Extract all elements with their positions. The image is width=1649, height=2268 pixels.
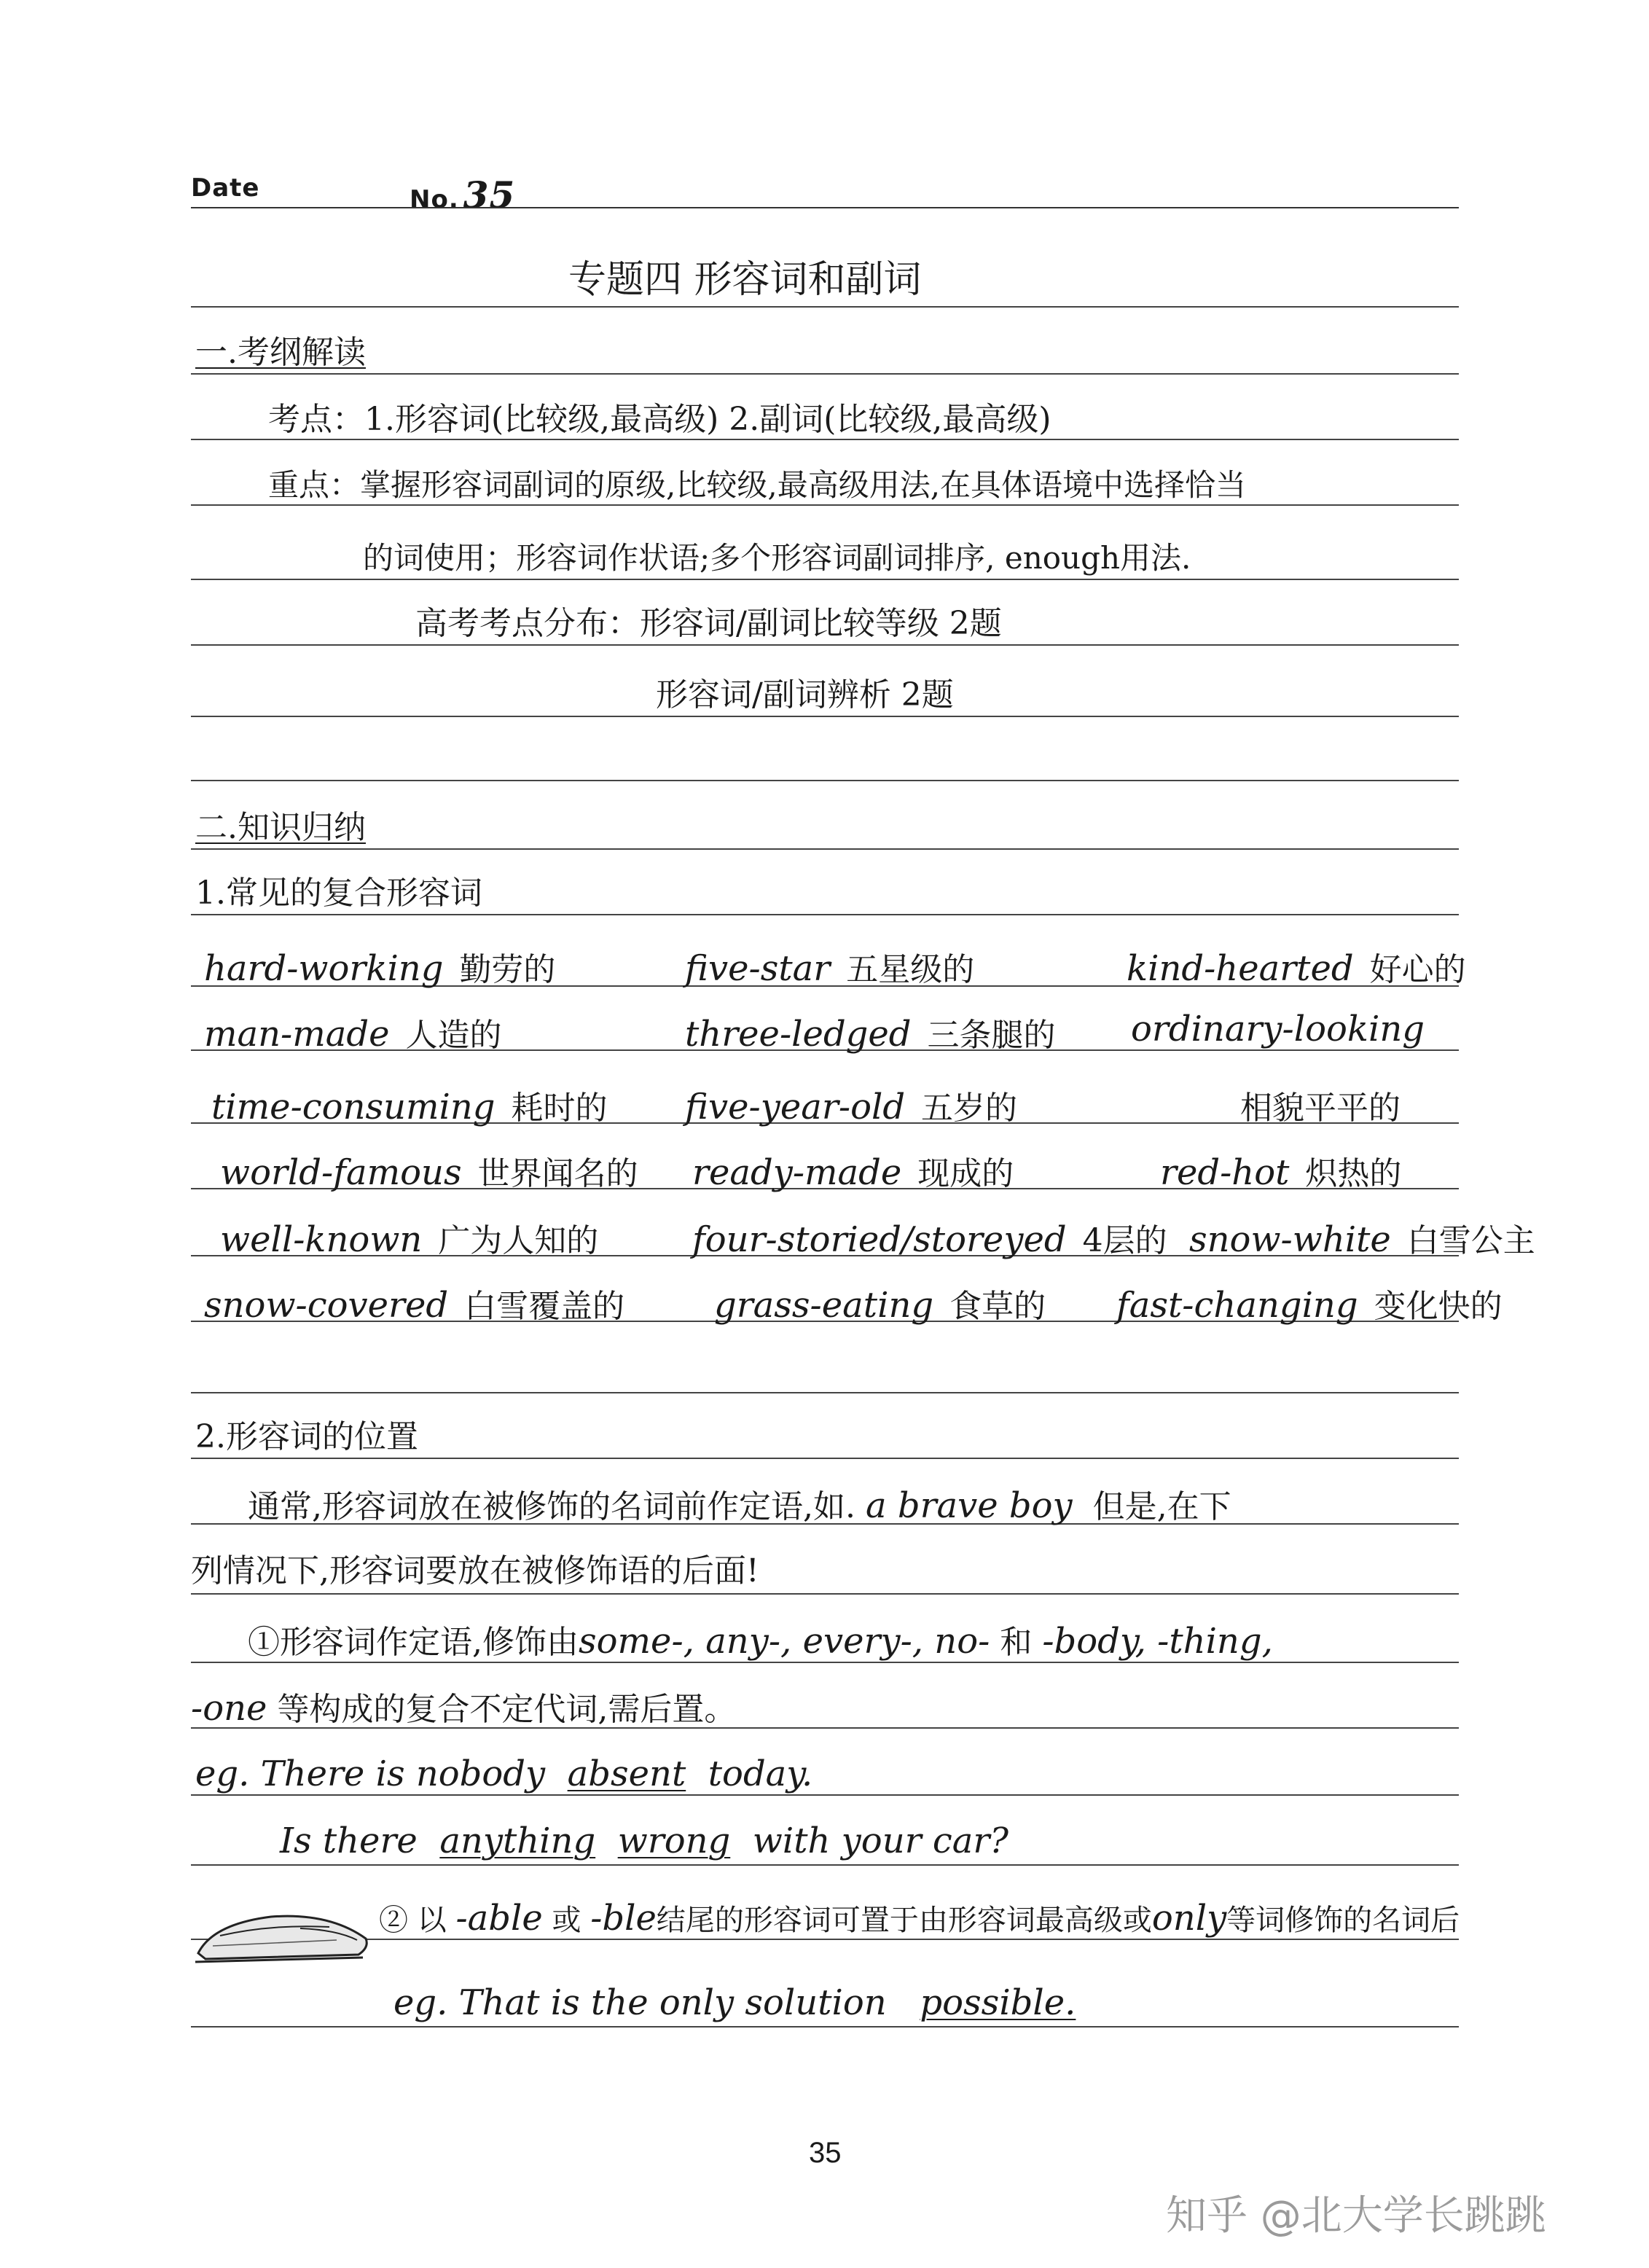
ruled-line (191, 306, 1459, 308)
vocab-english: man-made (204, 1014, 390, 1055)
ruled-line (191, 780, 1459, 781)
exam-points: 考点：1.形容词(比较级,最高级) 2.副词(比较级,最高级) (268, 401, 1051, 438)
vocab-item (220, 1214, 598, 1261)
vocab-english: grass-eating (714, 1285, 934, 1326)
example-sentence-1 (195, 1755, 812, 1793)
vocab-item (1160, 1147, 1401, 1194)
vocab-chinese: 变化快的 (1374, 1288, 1503, 1325)
rule-suffixes: -body, -thing, (1042, 1621, 1273, 1662)
vocab-english: kind-hearted (1127, 948, 1354, 989)
vocab-chinese: 世界闻名的 (477, 1155, 638, 1192)
vocab-english: world-famous (220, 1152, 462, 1193)
paragraph-line-1 (248, 1487, 1231, 1526)
paragraph-text: 通常,形容词放在被修饰的名词前作定语,如. (248, 1488, 855, 1525)
exam-distribution-line-1: 高考考点分布：形容词/副词比较等级 2题 (415, 605, 1002, 642)
vocab-chinese: 勤劳的 (459, 951, 556, 988)
rule-text: ② 以 (379, 1904, 447, 1937)
watermark: 知乎 @北大学长跳跳 (1166, 2192, 1546, 2240)
rule-prefixes: some-, any-, every-, no- (579, 1621, 990, 1662)
vocab-english: time-consuming (211, 1087, 496, 1127)
ruled-line (191, 2026, 1459, 2027)
vocab-english: snow-white (1189, 1219, 1391, 1260)
ruled-line (191, 848, 1459, 850)
subsection-compound-adjectives: 1.常见的复合形容词 (195, 875, 482, 912)
rule-word-only: only (1151, 1898, 1227, 1939)
rule-text: 结尾的形容词可置于由形容词最高级或 (656, 1904, 1152, 1937)
vocab-item (1127, 943, 1466, 990)
vocab-chinese: 广为人知的 (438, 1222, 599, 1259)
vocab-english: red-hot (1160, 1152, 1290, 1193)
vocab-chinese: 炽热的 (1305, 1155, 1402, 1192)
ruled-line (191, 504, 1459, 506)
vocab-english: fast-changing (1116, 1285, 1358, 1326)
rule-text: 或 (552, 1904, 581, 1937)
rule-1-line-1 (248, 1622, 1273, 1662)
rule-2 (379, 1899, 1460, 1939)
example-highlight: wrong (617, 1821, 731, 1861)
section-heading-exam-outline: 一.考纲解读 (195, 334, 366, 371)
vocab-english: five-star (685, 948, 831, 989)
vocab-english: ready-made (692, 1152, 902, 1193)
vocab-english: five-year-old (685, 1087, 906, 1127)
paragraph-line-2: 列情况下,形容词要放在被修饰语的后面! (191, 1552, 759, 1589)
vocab-item (204, 943, 555, 990)
vocab-item (1116, 1280, 1503, 1326)
vocab-chinese: 五星级的 (846, 951, 975, 988)
example-text: with your car? (752, 1821, 1008, 1861)
vocab-chinese: 人造的 (405, 1017, 502, 1054)
vocab-chinese: 现成的 (917, 1155, 1014, 1192)
ruled-line (191, 579, 1459, 580)
key-points-line-1: 重点：掌握形容词副词的原级,比较级,最高级用法,在具体语境中选择恰当 (268, 467, 1247, 503)
vocab-item (692, 1214, 1167, 1261)
vocab-row (191, 1082, 1459, 1125)
ruled-line (191, 914, 1459, 915)
vocab-english: hard-working (204, 948, 444, 989)
ruled-line (191, 373, 1459, 375)
number-value: 35 (463, 173, 516, 216)
ruled-line (191, 716, 1459, 717)
page-number: 35 (809, 2137, 842, 2169)
vocab-chinese: 好心的 (1369, 951, 1466, 988)
ruled-line (191, 1458, 1459, 1459)
ruled-line (191, 644, 1459, 646)
vocab-chinese: 4层的 (1082, 1222, 1167, 1259)
example-sentence-3 (393, 1984, 1076, 2022)
vocab-item (692, 1147, 1014, 1194)
vocab-chinese: 五岁的 (921, 1090, 1018, 1127)
train-illustration (191, 1895, 373, 1975)
paragraph-text: 但是,在下 (1092, 1488, 1231, 1525)
example-text: Is there (280, 1821, 418, 1861)
vocab-english: snow-covered (204, 1285, 449, 1326)
number-field (410, 173, 515, 216)
exam-distribution-line-2: 形容词/副词辨析 2题 (656, 676, 954, 713)
ruled-line (191, 1864, 1459, 1866)
vocab-item (685, 943, 974, 990)
example-highlight: anything (439, 1821, 596, 1861)
number-label: No. (410, 185, 459, 214)
vocab-chinese: 相貌平平的 (1240, 1090, 1401, 1127)
vocab-english: three-ledged (685, 1014, 912, 1055)
rule-text: 等词修饰的名词后 (1226, 1904, 1460, 1937)
rule-suffix: -ble (590, 1898, 657, 1939)
vocab-row (191, 1009, 1459, 1055)
vocab-item (211, 1082, 608, 1128)
vocab-item (204, 1009, 502, 1055)
subsection-adjective-position: 2.形容词的位置 (195, 1418, 418, 1455)
vocab-english: well-known (220, 1219, 423, 1260)
header-divider (191, 207, 1459, 208)
rule-suffix: -able (455, 1898, 543, 1939)
vocab-item (685, 1009, 1056, 1055)
rule-text: 和 (1000, 1624, 1033, 1661)
vocab-item (1131, 1009, 1441, 1049)
example-highlight: possible. (920, 1982, 1076, 2023)
rule-suffix-one: -one (191, 1688, 267, 1729)
example-text: eg. There is nobody (195, 1753, 546, 1794)
vocab-item (1224, 1082, 1401, 1128)
vocab-row (191, 1147, 1459, 1191)
key-points-line-2: 的词使用；形容词作状语;多个形容词副词排序, enough用法. (363, 540, 1191, 576)
vocab-row (191, 1280, 1503, 1326)
vocab-item (204, 1280, 624, 1326)
vocab-item (714, 1280, 1046, 1326)
vocab-chinese: 三条腿的 (927, 1017, 1056, 1054)
vocab-item (685, 1082, 1017, 1128)
ruled-line (191, 1794, 1459, 1796)
date-label: Date (191, 173, 260, 203)
section-heading-knowledge-summary: 二.知识归纳 (195, 809, 366, 846)
rule-text: 等构成的复合不定代词,需后置。 (277, 1691, 737, 1728)
vocab-row (191, 943, 1466, 989)
vocab-chinese: 耗时的 (511, 1090, 608, 1127)
vocab-row (191, 1214, 1535, 1260)
vocab-item (220, 1147, 638, 1194)
vocab-english: ordinary-looking (1131, 1009, 1425, 1049)
example-highlight: absent (567, 1753, 686, 1794)
rule-text: ①形容词作定语,修饰由 (248, 1624, 579, 1661)
example-text: today. (708, 1753, 813, 1794)
example-phrase: a brave boy (865, 1485, 1073, 1526)
vocab-chinese: 白雪公主 (1406, 1222, 1535, 1259)
example-sentence-2 (280, 1822, 1008, 1860)
ruled-line (191, 439, 1459, 440)
vocab-english: four-storied/storeyed (692, 1219, 1067, 1260)
vocab-chinese: 白雪覆盖的 (464, 1288, 625, 1325)
example-text: eg. That is the only solution (393, 1982, 887, 2023)
vocab-item (1189, 1214, 1535, 1261)
page-title: 专题四 形容词和副词 (568, 258, 922, 302)
ruled-line (191, 1392, 1459, 1393)
rule-1-line-2 (191, 1689, 736, 1729)
ruled-line (191, 1593, 1459, 1595)
vocab-chinese: 食草的 (949, 1288, 1046, 1325)
ruled-line (191, 1662, 1459, 1663)
